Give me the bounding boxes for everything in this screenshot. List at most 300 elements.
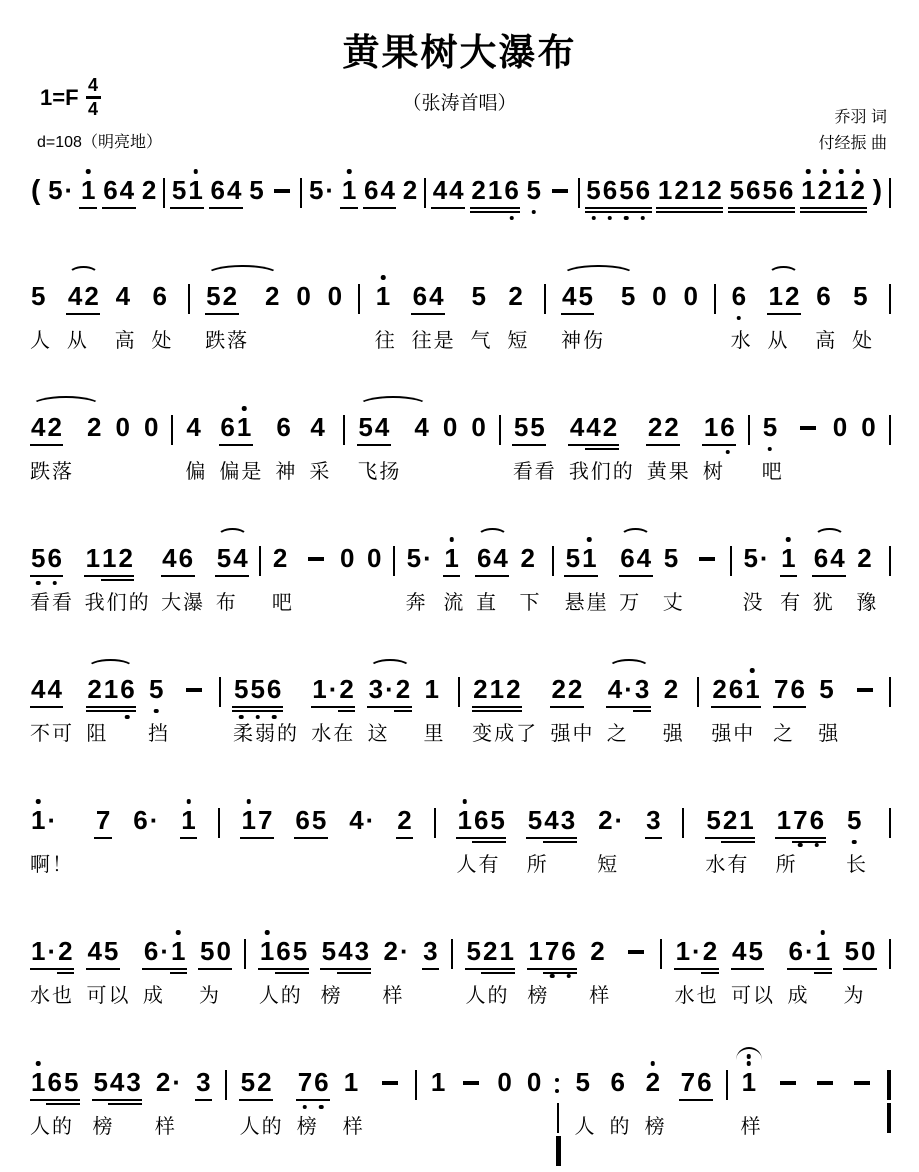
- beam-line: [363, 207, 380, 209]
- note-char: 4: [30, 412, 46, 442]
- note-char: ·: [325, 175, 335, 205]
- lyric: 高: [114, 330, 137, 352]
- note-group: [412, 281, 456, 353]
- note-group: [47, 175, 74, 205]
- note-char: 7: [792, 805, 808, 835]
- beam-line: [711, 706, 728, 708]
- beam-line: [727, 706, 744, 708]
- music-line: [30, 386, 891, 517]
- note-group: [443, 543, 465, 615]
- beam-line: [673, 207, 690, 209]
- note-group: [86, 936, 130, 1008]
- beam-line: [198, 968, 215, 970]
- lyric: 处: [852, 330, 875, 352]
- note-group: [703, 412, 736, 484]
- beam-line: [86, 706, 103, 708]
- note-char: 1: [103, 674, 119, 704]
- barline: [889, 805, 891, 838]
- barline-thick: [556, 1136, 561, 1166]
- beam-line: [581, 575, 598, 577]
- lyric: 所: [526, 854, 549, 876]
- note-cluster: [574, 1067, 590, 1097]
- beam-line: [142, 968, 159, 970]
- slur-arc: [31, 396, 101, 406]
- barline-thin: [697, 677, 699, 707]
- barline: [424, 175, 426, 208]
- note-char: [378, 1067, 402, 1085]
- note-group: [114, 412, 130, 442]
- note-cluster: [185, 412, 201, 442]
- duration-dash-icon: [552, 189, 568, 193]
- beam-line: [46, 1099, 63, 1101]
- beam-line: [86, 710, 103, 712]
- octave-dot-low-icon: [272, 715, 277, 720]
- note-group: [308, 175, 335, 205]
- beam-line: [226, 207, 243, 209]
- slur-arc: [477, 528, 508, 537]
- note-cluster: [92, 1067, 141, 1097]
- note-cluster: [205, 281, 238, 311]
- octave-dot-high-icon: [265, 930, 270, 935]
- barline-thin: [358, 284, 360, 314]
- slur-arc: [562, 265, 635, 275]
- note-group: [695, 543, 719, 561]
- octave-dot-high-icon: [587, 537, 592, 542]
- note-cluster: [424, 674, 440, 704]
- beam-line: [470, 207, 487, 209]
- note-char: 1: [738, 805, 754, 835]
- note-group: [102, 175, 135, 205]
- note-group: [294, 805, 327, 835]
- lyric: 黄果: [646, 461, 691, 483]
- note-cluster: [294, 805, 327, 835]
- note-char: 5: [705, 805, 721, 835]
- note-char: 5: [853, 281, 868, 311]
- note-char: 5: [761, 175, 777, 205]
- note-char: 1: [424, 674, 439, 704]
- lyric: 采: [309, 461, 332, 483]
- note-group: [813, 543, 846, 615]
- beam-line: [465, 968, 482, 970]
- beam-line: [30, 968, 47, 970]
- note-cluster: [860, 412, 876, 442]
- note-char: ): [872, 174, 883, 205]
- lyric: 水也: [674, 985, 719, 1007]
- barline-thin: [552, 546, 554, 576]
- beam-line: [249, 710, 266, 712]
- note-char: 7: [297, 1067, 313, 1097]
- note-group: [742, 543, 769, 615]
- lyric: 往: [374, 330, 397, 352]
- note-char: 2: [256, 1067, 272, 1097]
- note-group: [780, 543, 802, 615]
- lyric: 犹: [812, 592, 835, 614]
- beam-line: [486, 207, 503, 209]
- note-group: [430, 1067, 446, 1097]
- beam-line: [338, 706, 355, 708]
- note-char: 5: [577, 281, 593, 311]
- note-char: 4: [492, 543, 508, 573]
- lyric: 之: [606, 723, 629, 745]
- barline: [726, 1067, 728, 1100]
- lyric: 直: [475, 592, 498, 614]
- note-group: [396, 805, 412, 835]
- duration-dash-icon: [800, 426, 816, 430]
- note-group: [264, 281, 280, 311]
- beam-line: [443, 575, 460, 577]
- note-cluster: [432, 175, 465, 205]
- barline: [358, 281, 360, 314]
- music-line: [30, 255, 891, 386]
- barline-thin: [188, 284, 190, 314]
- note-cluster: [86, 674, 135, 704]
- note-cluster: [846, 805, 862, 835]
- note-char: 6: [809, 805, 825, 835]
- beam-line: [585, 211, 602, 213]
- note-cluster: [95, 805, 111, 835]
- note-char: 4: [109, 1067, 125, 1097]
- note-cluster: [647, 412, 680, 442]
- beam-line: [170, 968, 187, 970]
- note-group: [143, 412, 159, 442]
- note-char: 6: [787, 936, 803, 966]
- note-char: ·: [691, 936, 702, 966]
- beam-line: [472, 706, 489, 708]
- note-char: ·: [47, 805, 57, 835]
- note-group: [796, 412, 820, 430]
- note-group: [383, 936, 410, 1008]
- key-signature: [40, 76, 101, 119]
- beam-line: [291, 968, 308, 970]
- note-cluster: [470, 175, 519, 205]
- note-cluster: [259, 936, 308, 966]
- note-char: 4: [607, 674, 623, 704]
- note-cluster: [703, 412, 736, 442]
- note-char: 1: [581, 543, 597, 573]
- song-title: 黄果树大瀑布: [342, 32, 577, 73]
- note-cluster: [143, 936, 187, 966]
- beam-line: [431, 207, 448, 209]
- note-char: 6: [619, 543, 635, 573]
- octave-dot-low-icon: [550, 974, 555, 979]
- note-cluster: [872, 175, 883, 205]
- beam-line: [606, 706, 623, 708]
- lyric: 人: [574, 1116, 597, 1138]
- beam-line: [394, 706, 411, 708]
- note-char: 4: [561, 281, 577, 311]
- note-cluster: [348, 805, 375, 835]
- note-cluster: [456, 805, 505, 835]
- lyric: 柔弱的: [232, 723, 299, 745]
- barline: [434, 805, 436, 838]
- beam-line: [353, 972, 370, 974]
- beam-line: [101, 575, 118, 577]
- lyric: 短: [507, 330, 530, 352]
- beam-line: [30, 444, 47, 446]
- note-char: 6: [412, 281, 428, 311]
- lyric: 水在: [311, 723, 356, 745]
- note-char: 2: [817, 175, 833, 205]
- note-char: 5: [743, 543, 758, 573]
- note-char: 5: [618, 175, 634, 205]
- note-group: [856, 543, 878, 615]
- barline-thin: [225, 1070, 227, 1100]
- note-cluster: [624, 936, 648, 954]
- beam-line: [701, 968, 718, 970]
- note-char: 1: [101, 543, 117, 573]
- note-cluster: [102, 175, 135, 205]
- note-char: 5: [406, 543, 422, 573]
- note-char: 4: [569, 412, 585, 442]
- beam-line: [559, 837, 576, 839]
- note-group: [597, 805, 624, 877]
- lyric: 强中: [550, 723, 595, 745]
- beam-line: [679, 1099, 696, 1101]
- beam-line: [470, 211, 487, 213]
- octave-dot-high-icon: [856, 169, 861, 174]
- lyric: 有: [780, 592, 803, 614]
- note-group: [30, 281, 52, 353]
- note-char: 2: [663, 412, 679, 442]
- beam-line: [787, 968, 804, 970]
- note-char: 5: [819, 674, 834, 704]
- barline-thin: [458, 677, 460, 707]
- beam-line: [291, 972, 308, 974]
- note-char: 0: [861, 412, 876, 442]
- note-char: 2: [520, 543, 535, 573]
- note-char: 4: [67, 281, 83, 311]
- note-cluster: [466, 936, 515, 966]
- beam-line: [256, 1099, 273, 1101]
- barline: [552, 543, 554, 576]
- lyric: 人的: [465, 985, 510, 1007]
- note-char: 1: [30, 1067, 46, 1097]
- beam-line: [258, 968, 275, 970]
- note-group: [233, 674, 299, 746]
- note-char: 6: [813, 543, 829, 573]
- beam-line: [728, 211, 745, 213]
- note-char: 5: [357, 412, 373, 442]
- note-cluster: [383, 936, 410, 966]
- lyric: 我们的: [84, 592, 151, 614]
- beam-line: [744, 211, 761, 213]
- note-group: [476, 543, 509, 615]
- note-char: 2: [711, 674, 727, 704]
- note-char: 6: [728, 674, 744, 704]
- note-char: 5: [148, 674, 164, 704]
- beam-line: [800, 207, 817, 209]
- beam-line: [118, 207, 135, 209]
- beam-line: [564, 575, 581, 577]
- lyric: 的: [609, 1116, 632, 1138]
- beam-line: [46, 1103, 63, 1105]
- lyricist-credit: 乔羽 词: [834, 109, 887, 126]
- octave-dot-high-icon: [462, 799, 467, 804]
- beam-line: [505, 706, 522, 708]
- beam-line: [320, 968, 337, 970]
- note-char: 1: [241, 805, 257, 835]
- barline-thin: [730, 546, 732, 576]
- beam-line: [719, 444, 736, 446]
- beam-line: [577, 313, 594, 315]
- note-char: 5: [249, 674, 265, 704]
- octave-dot-high-icon: [186, 799, 191, 804]
- note-group: [675, 936, 719, 1008]
- octave-dot-low-icon: [737, 316, 742, 321]
- note-group: [406, 543, 433, 615]
- note-cluster: [527, 805, 576, 835]
- beam-line: [773, 706, 790, 708]
- lyric: 豫: [856, 592, 879, 614]
- note-char: 2: [265, 281, 280, 311]
- beam-line: [689, 211, 706, 213]
- beam-line: [505, 710, 522, 712]
- beam-line: [396, 837, 413, 839]
- note-group: [731, 281, 753, 353]
- note-cluster: [396, 805, 412, 835]
- barline-thin: [660, 939, 662, 969]
- beam-line: [560, 968, 577, 970]
- beam-line: [646, 444, 663, 446]
- note-char: 1: [767, 281, 783, 311]
- octave-dot-low-icon: [532, 210, 537, 215]
- octave-dot-high-icon: [347, 169, 352, 174]
- lyric: 人的: [239, 1116, 284, 1138]
- note-group: [548, 175, 572, 193]
- note-group: [731, 936, 775, 1008]
- note-cluster: [210, 175, 243, 205]
- lyric: 偏: [185, 461, 208, 483]
- note-group: [589, 936, 611, 1008]
- beam-line: [673, 211, 690, 213]
- beam-line: [767, 313, 784, 315]
- duration-dash-icon: [854, 1081, 870, 1085]
- note-char: 1: [170, 936, 186, 966]
- note-group: [30, 1067, 79, 1139]
- note-cluster: [675, 936, 719, 966]
- note-group: [815, 281, 837, 353]
- note-group: [171, 175, 204, 205]
- barline-thin: [415, 1070, 417, 1100]
- duration-dash-icon: [308, 557, 324, 561]
- note-cluster: [295, 281, 311, 311]
- note-char: 7: [773, 674, 789, 704]
- note-char: 2: [141, 175, 157, 205]
- beam-line: [783, 313, 800, 315]
- beam-line: [221, 313, 238, 315]
- lyric: 不可: [30, 723, 74, 745]
- octave-dot-high-icon: [36, 1061, 41, 1066]
- note-char: 3: [645, 805, 661, 835]
- lyric: 奔: [405, 592, 428, 614]
- note-char: 2: [83, 281, 99, 311]
- lyric: 可以: [86, 985, 131, 1007]
- lyric: 榜: [644, 1116, 667, 1138]
- lyric: 成: [142, 985, 165, 1007]
- note-char: 0: [339, 543, 355, 573]
- note-char: 3: [354, 936, 370, 966]
- note-group: [832, 412, 848, 442]
- note-char: 2: [850, 175, 866, 205]
- beam-line: [367, 706, 384, 708]
- note-char: ·: [423, 543, 432, 573]
- note-group: [67, 281, 100, 353]
- barline: [714, 281, 716, 314]
- beam-line: [481, 968, 498, 970]
- barline: [300, 175, 302, 208]
- note-cluster: [366, 543, 382, 573]
- note-char: 3: [634, 674, 650, 704]
- beam-line: [585, 207, 602, 209]
- beam-line: [86, 968, 103, 970]
- music-line: [30, 517, 891, 648]
- note-cluster: [378, 1067, 402, 1085]
- barline: [730, 543, 732, 576]
- note-char: 2: [567, 674, 583, 704]
- octave-dot-low-icon: [319, 1105, 324, 1110]
- octave-dot-high-icon: [247, 799, 252, 804]
- beam-line: [633, 710, 650, 712]
- note-char: 1: [80, 175, 96, 205]
- note-group: [527, 805, 576, 877]
- note-cluster: [30, 936, 74, 966]
- beam-line: [701, 972, 718, 974]
- beam-line: [275, 968, 292, 970]
- note-group: [526, 1067, 542, 1097]
- lyric: 没: [742, 592, 765, 614]
- lyric: 这: [367, 723, 390, 745]
- note-char: 6: [790, 674, 806, 704]
- music-line: [30, 779, 891, 910]
- note-cluster: [132, 805, 159, 835]
- octave-dot-low-icon: [798, 843, 803, 848]
- note-char: 6: [276, 412, 291, 442]
- lyric: 丈: [662, 592, 685, 614]
- note-cluster: [815, 281, 831, 311]
- beam-line: [808, 837, 825, 839]
- note-char: 4: [161, 543, 177, 573]
- note-char: 2: [673, 175, 689, 205]
- lyric: 下: [519, 592, 542, 614]
- barline-thick: [887, 1103, 891, 1133]
- music-line: [30, 1041, 891, 1172]
- beam-line: [619, 575, 636, 577]
- note-cluster: [86, 412, 102, 442]
- octave-dot-high-icon: [242, 406, 247, 411]
- note-group: [741, 1067, 763, 1139]
- lyric: 水有: [705, 854, 750, 876]
- lyric: 跌落: [30, 461, 74, 483]
- note-char: 5: [663, 543, 679, 573]
- barline-thin: [578, 178, 580, 208]
- note-char: 1: [776, 805, 792, 835]
- note-char: 2: [590, 936, 605, 966]
- beam-line: [744, 207, 761, 209]
- barline: [218, 805, 220, 838]
- note-char: 5: [729, 175, 745, 205]
- duration-dash-icon: [274, 189, 290, 193]
- note-char: 7: [544, 936, 560, 966]
- beam-line: [561, 313, 578, 315]
- note-char: 6: [313, 1067, 329, 1097]
- beam-line: [108, 1103, 125, 1105]
- beam-line: [816, 207, 833, 209]
- beam-line: [215, 575, 232, 577]
- note-cluster: [141, 175, 157, 205]
- note-cluster: [651, 281, 667, 311]
- note-char: ·: [328, 674, 339, 704]
- octave-dot-low-icon: [303, 1105, 308, 1110]
